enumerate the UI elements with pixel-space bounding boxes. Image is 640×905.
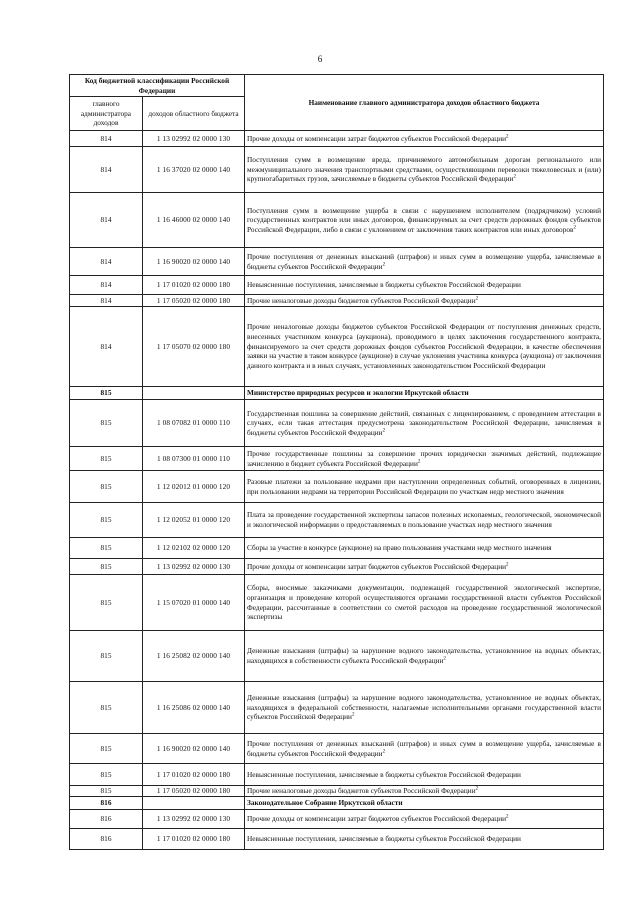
name-cell xyxy=(245,575,604,631)
income-code-cell: 1 17 05020 02 0000 180 xyxy=(143,295,245,307)
admin-code-cell: 815 xyxy=(70,503,143,538)
name-text: Прочие неналоговые доходы бюджетов субъектов Российской Федерации xyxy=(247,295,476,305)
name-cell xyxy=(245,471,604,503)
name-cell xyxy=(245,786,604,797)
admin-code-cell: 814 xyxy=(70,193,143,248)
name-text: Государственная пошлина за совершение действий, связанных с лицензированием, с проведением аттестации в случаях, если такая аттестация предусмотрена законодательством Российской Федерации, зачисляемая в бюджеты субъектов Российской Федерации xyxy=(247,408,601,437)
admin-code-cell: 815 xyxy=(70,734,143,764)
income-code-cell: 1 17 01020 02 0000 180 xyxy=(143,764,245,786)
budget-classification-table xyxy=(69,74,604,850)
footnote-marker: 2 xyxy=(351,712,355,718)
income-code-cell: 1 16 25086 02 0000 140 xyxy=(143,682,245,734)
table-row xyxy=(70,734,604,764)
income-code-cell: 1 17 01020 02 0000 180 xyxy=(143,829,245,850)
name-cell xyxy=(245,193,604,248)
footnote-marker: 2 xyxy=(513,174,516,180)
table-row xyxy=(70,131,604,147)
page-number: 6 xyxy=(317,54,323,64)
header-admin-code: главного администратора доходов xyxy=(70,97,143,131)
income-code-cell: 1 13 02992 02 0000 130 xyxy=(143,131,245,147)
income-code-cell: 1 17 05070 02 0000 180 xyxy=(143,307,245,387)
header-administrator-name: Наименование главного администратора доходов областного бюджета xyxy=(245,75,604,131)
admin-code-cell: 815 xyxy=(70,559,143,575)
name-text: Разовые платежи за пользование недрами при наступлении определенных событий, оговоренных в лицензии, при пользовании недрами на территории Российской Федерации по участкам недр местного значения xyxy=(247,476,601,496)
footnote-marker: 2 xyxy=(506,562,509,568)
admin-code-cell: 816 xyxy=(70,810,143,829)
name-cell xyxy=(245,503,604,538)
name-text: Денежные взыскания (штрафы) за нарушение водного законодательства, установленное не водных объектах, находящихся в федеральной собственности, налагаемые исполнительными органами государственной власти субъектов Российской Федерации xyxy=(247,693,601,722)
table-row xyxy=(70,764,604,786)
name-cell xyxy=(245,829,604,850)
admin-code-cell: 815 xyxy=(70,631,143,682)
name-cell xyxy=(245,387,604,400)
income-code-cell: 1 17 05020 02 0000 180 xyxy=(143,786,245,797)
name-text: Невыясненные поступления, зачисляемые в бюджеты субъектов Российской Федерации xyxy=(247,280,521,290)
name-cell xyxy=(245,682,604,734)
name-text: Денежные взыскания (штрафы) за нарушение водного законодательства, установленное на водных объектах, находящихся в собственности субъекта Российской Федерации xyxy=(247,646,601,665)
name-text: Министерство природных ресурсов и экологии Иркутской области xyxy=(247,388,469,398)
name-cell xyxy=(245,810,604,829)
income-code-cell: 1 17 01020 02 0000 180 xyxy=(143,276,245,295)
table-row xyxy=(70,400,604,447)
income-code-cell: 1 16 25082 02 0000 140 xyxy=(143,631,245,682)
name-text: Прочие доходы от компенсации затрат бюджетов субъектов Российской Федерации xyxy=(247,133,507,143)
section-row xyxy=(70,797,604,810)
name-text: Плата за проведение государственной экспертизы запасов полезных ископаемых, геологической, экономической и экологической информации о предоставляемых в пользование участках недр местного значения xyxy=(247,510,601,529)
admin-code-cell: 814 xyxy=(70,295,143,307)
name-cell xyxy=(245,295,604,307)
table-row xyxy=(70,248,604,276)
name-cell xyxy=(245,307,604,387)
section-row xyxy=(70,387,604,400)
admin-code-cell: 815 xyxy=(70,786,143,797)
income-code-cell: 1 12 02102 02 0000 120 xyxy=(143,538,245,559)
table-row xyxy=(70,503,604,538)
admin-code-cell: 814 xyxy=(70,248,143,276)
income-code-cell xyxy=(143,797,245,810)
name-cell xyxy=(245,797,604,810)
table-row xyxy=(70,295,604,307)
name-cell xyxy=(245,447,604,471)
header-income-code: доходов областного бюджета xyxy=(143,97,245,131)
admin-code-cell: 815 xyxy=(70,387,143,400)
admin-code-cell: 814 xyxy=(70,131,143,147)
name-text: Прочие доходы от компенсации затрат бюджетов субъектов Российской Федерации xyxy=(247,814,507,824)
table-row xyxy=(70,810,604,829)
table-row xyxy=(70,829,604,850)
admin-code-cell: 816 xyxy=(70,797,143,810)
admin-code-cell: 815 xyxy=(70,400,143,447)
name-cell xyxy=(245,400,604,447)
name-cell xyxy=(245,538,604,559)
footnote-marker: 2 xyxy=(475,296,479,302)
income-code-cell: 1 08 07082 01 0000 110 xyxy=(143,400,245,447)
name-cell xyxy=(245,559,604,575)
income-code-cell: 1 16 46000 02 0000 140 xyxy=(143,193,245,248)
admin-code-cell: 815 xyxy=(70,682,143,734)
name-cell xyxy=(245,131,604,147)
table-row xyxy=(70,575,604,631)
name-cell xyxy=(245,734,604,764)
admin-code-cell: 815 xyxy=(70,538,143,559)
name-text: Прочие доходы от компенсации затрат бюджетов субъектов Российской Федерации xyxy=(247,561,507,571)
footnote-marker: 2 xyxy=(382,428,386,434)
name-text: Сборы за участие в конкурсе (аукционе) на право пользования участками недр местного значения xyxy=(247,543,552,553)
table-row xyxy=(70,538,604,559)
name-cell xyxy=(245,631,604,682)
table-row xyxy=(70,147,604,193)
admin-code-cell: 814 xyxy=(70,147,143,193)
income-code-cell: 1 13 02992 02 0000 130 xyxy=(143,810,245,829)
table-row xyxy=(70,786,604,797)
table-row xyxy=(70,631,604,682)
header-classification-code: Код бюджетной классификации Российской Федерации xyxy=(70,75,245,97)
name-text: Законодательное Собрание Иркутской области xyxy=(247,798,403,808)
income-code-cell: 1 13 02992 02 0000 130 xyxy=(143,559,245,575)
footnote-marker: 2 xyxy=(382,749,386,755)
name-text: Невыясненные поступления, зачисляемые в бюджеты субъектов Российской Федерации xyxy=(247,834,521,844)
income-code-cell xyxy=(143,387,245,400)
footnote-marker: 2 xyxy=(417,459,421,465)
footnote-marker: 2 xyxy=(382,262,386,268)
income-code-cell: 1 12 02052 01 0000 120 xyxy=(143,503,245,538)
name-text: Прочие поступления от денежных взысканий (штрафов) и иных сумм в возмещение ущерба, зачисляемые в бюджеты субъектов Российской Федерации xyxy=(247,738,601,758)
admin-code-cell: 815 xyxy=(70,764,143,786)
income-code-cell: 1 16 37020 02 0000 140 xyxy=(143,147,245,193)
admin-code-cell: 814 xyxy=(70,307,143,387)
admin-code-cell: 815 xyxy=(70,471,143,503)
name-cell xyxy=(245,276,604,295)
table-row xyxy=(70,193,604,248)
income-code-cell: 1 16 90020 02 0000 140 xyxy=(143,248,245,276)
name-cell xyxy=(245,147,604,193)
table-row xyxy=(70,682,604,734)
admin-code-cell: 816 xyxy=(70,829,143,850)
name-text: Поступления сумм в возмещение вреда, причиняемого автомобильным дорогам регионального или межмуниципального значения транспортными средствами, осуществляющими перевозки тяжеловесных и (или) крупногабаритных грузов, зачисляемые в бюджеты субъектов Российской Федерации xyxy=(247,155,601,184)
name-text: Прочие поступления от денежных взысканий (штрафов) и иных сумм в возмещение ущерба, зачисляемые в бюджеты субъектов Российской Федерации xyxy=(247,251,601,271)
footnote-marker: 2 xyxy=(443,656,446,662)
footnote-marker: 2 xyxy=(573,225,576,231)
table-row xyxy=(70,559,604,575)
name-text: Прочие неналоговые доходы бюджетов субъектов Российской Федерации xyxy=(247,786,476,796)
table-body xyxy=(70,131,604,850)
name-text: Сборы, вносимые заказчиками документации, подлежащей государственной экологической экспертизе, организация и проведение которой осуществляются органами государственной власти субъектов Российской Федерации, рассчитанные в соответствии со сметой расходов на проведение государственной экологической экспертизы xyxy=(247,583,601,622)
footnote-marker: 2 xyxy=(475,786,479,792)
income-code-cell: 1 12 02012 01 0000 120 xyxy=(143,471,245,503)
income-code-cell: 1 08 07300 01 0000 110 xyxy=(143,447,245,471)
name-text: Прочие неналоговые доходы бюджетов субъектов Российской Федерации от поступления денежных средств, внесенных участником конкурса (аукциона), проводимого в целях заключения государственного контракта, финансируемого за счет средств дорожных фондов субъектов Российской Федерации, в качестве обеспечения заявки на участие в таком конкурсе (аукционе) в случае уклонения участника конкурса (аукциона) от заключения данного контракта и в иных случаях, установленных законодательством Российской Федерации xyxy=(247,322,601,370)
name-text: Невыясненные поступления, зачисляемые в бюджеты субъектов Российской Федерации xyxy=(247,769,521,779)
footnote-marker: 2 xyxy=(506,814,509,820)
income-code-cell: 1 16 90020 02 0000 140 xyxy=(143,734,245,764)
admin-code-cell: 815 xyxy=(70,447,143,471)
table-row xyxy=(70,447,604,471)
admin-code-cell: 815 xyxy=(70,575,143,631)
name-text: Прочие государственные пошлины за совершение прочих юридически значимых действий, подлежащие зачислению в бюджет субъекта Российской Федерации xyxy=(247,448,601,468)
name-cell xyxy=(245,248,604,276)
income-code-cell: 1 15 07020 01 0000 140 xyxy=(143,575,245,631)
table-row xyxy=(70,276,604,295)
footnote-marker: 2 xyxy=(506,134,509,140)
admin-code-cell: 814 xyxy=(70,276,143,295)
name-cell xyxy=(245,764,604,786)
table-row xyxy=(70,307,604,387)
table-row xyxy=(70,471,604,503)
name-text: Поступления сумм в возмещение ущерба в связи с нарушением исполнителем (подрядчиком) условий государственных контрактов или иных договоров, финансируемых за счет средств дорожных фондов субъектов Российской Федерации, либо в связи с уклонением от заключения таких контрактов или иных договоров xyxy=(247,205,601,234)
